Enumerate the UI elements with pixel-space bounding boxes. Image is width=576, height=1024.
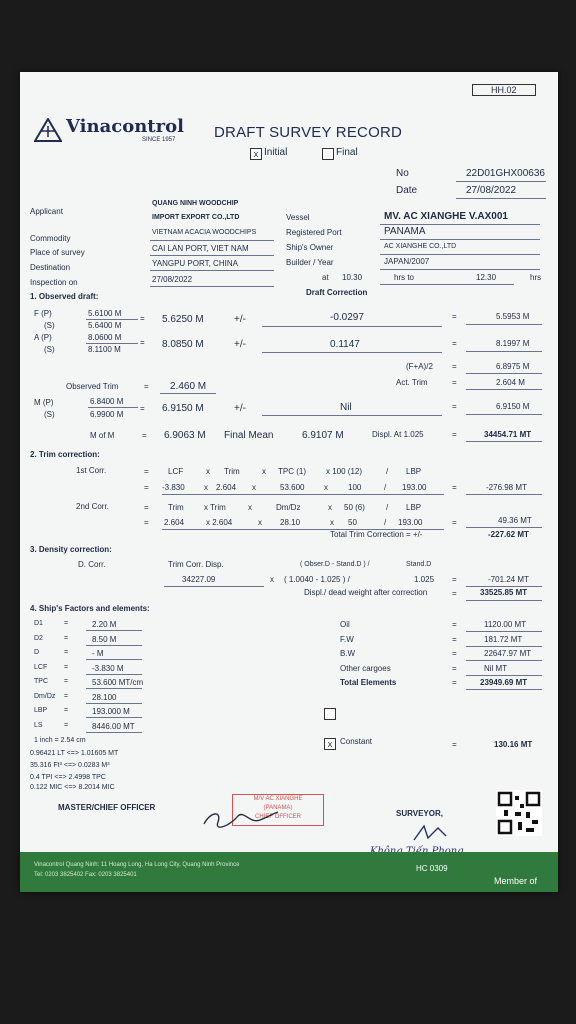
fa2-value: 6.8975 M [496, 362, 530, 371]
trim-formula-label: LCF [168, 467, 184, 476]
mp-label: M (P) [34, 398, 54, 407]
constant-label: Constant [340, 737, 373, 746]
conversion-2: 35.316 Ft³ <=> 0.0283 M³ [30, 762, 110, 769]
trim-formula-value: x [258, 518, 262, 527]
as-label: (S) [44, 345, 55, 354]
qr-code-icon [496, 790, 542, 836]
owner-value: AC XIANGHE CO.,LTD [384, 243, 457, 250]
eq-sign: = [452, 483, 457, 492]
pm-m: +/- [234, 403, 246, 414]
master-label: MASTER/CHIEF OFFICER [58, 803, 156, 812]
eq-sign: = [64, 663, 69, 671]
element-label: Oil [340, 620, 350, 629]
eq-sign: = [452, 378, 457, 387]
trim-disp-label: Trim Corr. Disp. [168, 560, 224, 569]
final-mean-label: Final Mean [224, 430, 274, 441]
factor-value: 28.100 [92, 692, 117, 702]
eq-sign: = [452, 740, 457, 749]
factor-underline [86, 732, 142, 733]
footer-contact: Tel: 0203 3825402 Fax: 0203 3825401 [34, 872, 137, 878]
act-trim-label: Act. Trim [396, 378, 428, 387]
hrs-label: hrs [530, 273, 542, 282]
displ-value: 34454.71 MT [484, 430, 532, 439]
factor-key: D [34, 649, 40, 656]
observed-trim-value: 2.460 M [170, 381, 207, 392]
trim-formula-value: 193.00 [398, 518, 423, 527]
final-checkbox[interactable] [322, 148, 334, 160]
blank-checkbox[interactable] [324, 708, 336, 720]
trim-formula-label: LBP [406, 503, 422, 512]
eq-sign: = [64, 620, 69, 627]
as-value: 8.1100 M [88, 345, 121, 354]
inspection-value: 27/08/2022 [152, 275, 193, 284]
a-correction: 0.1147 [330, 339, 360, 350]
factor-key: TPC [34, 678, 48, 685]
hrs-to-label: hrs to [394, 273, 415, 282]
eq-sign: = [452, 620, 457, 629]
trim-formula-label: Trim [224, 467, 240, 476]
section-3-title: 3. Density correction: [30, 545, 112, 554]
mp-value: 6.8400 M [90, 397, 124, 406]
trim-disp-value: 34227.09 [182, 575, 216, 584]
element-label: Other cargoes [340, 663, 391, 673]
factor-underline [86, 659, 142, 660]
total-trim-label: Total Trim Correction = +/- [330, 530, 423, 539]
at-value: 10.30 [342, 273, 363, 282]
pm-f: +/- [234, 314, 246, 325]
trim-formula-value: 193.00 [402, 483, 427, 492]
a-mean: 8.0850 M [162, 339, 204, 350]
fa2-label: (F+A)/2 [406, 362, 433, 371]
factor-value: - M [92, 649, 104, 658]
constant-value: 130.16 MT [494, 740, 533, 749]
page-title: DRAFT SURVEY RECORD [214, 124, 403, 141]
eq-sign: = [64, 692, 69, 700]
eq-sign: = [452, 402, 457, 411]
element-underline [466, 675, 542, 676]
no-label: No [396, 168, 409, 179]
trim-formula-value: x [204, 483, 208, 492]
element-underline [466, 646, 542, 647]
eq-sign: = [64, 634, 69, 642]
initial-checkbox[interactable]: x [250, 148, 262, 160]
section-4-title: 4. Ship's Factors and elements: [30, 604, 150, 613]
m-result: 6.9150 M [496, 402, 530, 411]
factor-key: LBP [34, 707, 48, 714]
trim-formula-label: Trim [168, 503, 184, 512]
eq-sign: = [452, 634, 457, 644]
eq-sign: = [452, 575, 457, 584]
destination-label: Destination [30, 263, 71, 272]
trim-formula-label: x [206, 467, 210, 476]
trim-formula-label: Dm/Dz [276, 503, 301, 512]
vessel-label: Vessel [286, 213, 310, 222]
trim-formula-value: 50 [348, 518, 357, 527]
eq-sign: = [452, 589, 457, 598]
eq-sign: = [452, 312, 457, 321]
trim-formula-value: x 2.604 [206, 518, 233, 527]
eq-sign: = [452, 678, 457, 687]
trim-formula-label: x 100 (12) [326, 467, 363, 476]
final-mean-value: 6.9107 M [302, 430, 344, 441]
factor-value: 2.20 M [92, 620, 117, 629]
element-value: 22647.97 MT [484, 649, 532, 658]
fp-label: F (P) [34, 309, 52, 318]
place-label: Place of survey [30, 248, 85, 257]
applicant-label: Applicant [30, 207, 63, 216]
section-1-title: 1. Observed draft: [30, 292, 99, 301]
brand-name: Vinacontrol [66, 116, 184, 137]
master-signature-icon [200, 806, 280, 832]
displ-label: Displ. At 1.025 [372, 430, 424, 439]
trim-formula-value: 28.10 [280, 518, 301, 527]
factor-underline [86, 703, 142, 704]
factor-key: LS [34, 721, 43, 729]
ms-value: 6.9900 M [90, 410, 124, 419]
element-value: Nil MT [484, 663, 508, 673]
trim-formula-value: 53.600 [280, 483, 305, 492]
trim-formula-label: LBP [406, 467, 422, 476]
owner-label: Ship's Owner [286, 243, 334, 252]
conversion-4: 0.122 MIC <=> 8.2014 MIC [30, 784, 115, 791]
trim-formula-value: / [384, 483, 387, 492]
eq-sign: = [452, 339, 457, 348]
eq-sign: = [64, 678, 69, 685]
total-trim-value: -227.62 MT [488, 530, 529, 539]
surveyor-signature-icon [410, 822, 450, 844]
factor-value: -3.830 M [92, 663, 124, 673]
element-value: 1120.00 MT [484, 620, 527, 629]
commodity-label: Commodity [30, 234, 71, 243]
element-label: B.W [340, 649, 356, 658]
factor-key: Dm/Dz [34, 692, 56, 700]
first-corr-label: 1st Corr. [76, 466, 107, 475]
eq-sign: = [452, 649, 457, 658]
total-elements-value: 23949.69 MT [480, 678, 528, 687]
eq-sign: = [142, 431, 147, 440]
section-2-title: 2. Trim correction: [30, 450, 100, 459]
factor-key: D2 [34, 634, 43, 642]
inch-conversion: 1 inch = 2.54 cm [34, 737, 86, 744]
density-stand-label: Stand.D [406, 561, 432, 568]
conversion-1: 0.96421 LT <=> 1.01605 MT [30, 750, 119, 757]
element-underline [466, 631, 542, 632]
eq-sign: = [452, 362, 457, 371]
applicant-value-2: IMPORT EXPORT CO.,LTD [152, 214, 240, 221]
eq-sign: = [144, 483, 149, 492]
final-label: Final [336, 147, 358, 158]
eq-sign: = [144, 503, 149, 512]
constant-checkbox[interactable]: x [324, 738, 336, 750]
registered-label: Registered Port [286, 228, 342, 237]
brand-since: SINCE 1957 [142, 137, 176, 143]
conversion-3: 0.4 TPI <=> 2.4998 TPC [30, 774, 106, 781]
fs-label: (S) [44, 321, 55, 330]
eq-sign: = [140, 338, 145, 347]
eq-sign: = [64, 721, 69, 729]
f-result: 5.5953 M [496, 312, 530, 321]
trim-formula-label: / [386, 503, 389, 512]
fp-value: 5.6100 M [88, 309, 122, 318]
ms-label: (S) [44, 410, 55, 419]
commodity-value: VIETNAM ACACIA WOODCHIPS [152, 229, 257, 236]
trim-formula-value: 2.604 [216, 483, 237, 492]
applicant-value-1: QUANG NINH WOODCHIP [152, 200, 239, 207]
trim-formula-label: 50 (6) [344, 503, 365, 512]
f-mean: 5.6250 M [162, 314, 204, 325]
ap-value: 8.0600 M [88, 333, 122, 342]
act-trim-value: 2.604 M [496, 378, 525, 387]
stamp-line: (PANAMA) [263, 805, 293, 811]
observed-trim-label: Observed Trim [66, 382, 119, 391]
a-result: 8.1997 M [496, 339, 530, 348]
eq-sign: = [140, 314, 145, 323]
date-value: 27/08/2022 [466, 185, 517, 196]
pm-a: +/- [234, 339, 246, 350]
eq-sign: = [140, 404, 145, 413]
destination-value: YANGPU PORT, CHINA [152, 259, 238, 268]
surveyor-code: HC 0309 [416, 864, 448, 873]
element-label: F.W [340, 634, 354, 644]
eq-sign: = [452, 430, 457, 439]
trim-formula-value: x [330, 518, 334, 527]
factor-underline [86, 674, 142, 675]
trim-formula-label: x [248, 503, 252, 512]
ap-label: A (P) [34, 333, 52, 342]
draft-correction-title: Draft Correction [306, 288, 368, 297]
m-correction: Nil [340, 402, 352, 413]
factor-underline [86, 688, 142, 689]
to-value: 12.30 [476, 273, 497, 282]
eq-sign: = [144, 518, 149, 527]
vinacontrol-logo-icon [34, 118, 62, 142]
stamp-line: CHIEF OFFICER [255, 814, 301, 820]
f-correction: -0.0297 [330, 312, 364, 323]
trim-formula-label: / [386, 467, 389, 476]
trim-corr-1-result: -276.98 MT [486, 483, 527, 492]
eq-sign: = [452, 518, 457, 527]
fs-value: 5.6400 M [88, 321, 122, 330]
no-value: 22D01GHX00636 [466, 168, 545, 179]
trim-formula-value: x [252, 483, 256, 492]
trim-formula-value: 2.604 [164, 518, 185, 527]
place-value: CAI LAN PORT, VIET NAM [152, 244, 249, 253]
total-elements-label: Total Elements [340, 678, 397, 687]
second-corr-label: 2nd Corr. [76, 502, 109, 511]
element-underline [466, 660, 542, 661]
density-obs-value: ( 1.0040 - 1.025 ) / [284, 575, 350, 584]
builder-value: JAPAN/2007 [384, 257, 430, 266]
eq-sign: = [452, 663, 457, 673]
builder-label: Builder / Year [286, 258, 334, 267]
stamp-line: M/V AC XIANGHE [253, 796, 303, 802]
trim-formula-label: x Trim [204, 503, 226, 512]
at-label: at [322, 273, 329, 282]
density-corr-label: D. Corr. [78, 560, 106, 569]
eq-sign: = [144, 382, 149, 391]
trim-formula-value: -3.830 [162, 483, 185, 492]
density-stand-value: 1.025 [414, 575, 435, 584]
registered-value: PANAMA [384, 226, 426, 237]
mom-label: M of M [90, 431, 115, 440]
trim-corr-2-result: 49.36 MT [498, 516, 532, 525]
factor-value: 193.000 M [92, 707, 130, 716]
eq-sign: = [64, 707, 69, 714]
trim-formula-value: 100 [348, 483, 362, 492]
factor-key: LCF [34, 663, 48, 671]
member-label: Member of [494, 876, 538, 886]
mult-sign: x [270, 575, 274, 584]
trim-formula-label: x [328, 503, 332, 512]
factor-value: 53.600 MT/cm [92, 678, 144, 687]
vessel-value: MV. AC XIANGHE V.AX001 [384, 211, 508, 222]
initial-label: Initial [264, 147, 288, 158]
surveyor-label: SURVEYOR, [396, 809, 443, 818]
form-code: HH.02 [472, 84, 536, 96]
mom-value: 6.9063 M [164, 430, 206, 441]
density-obs-label: ( Obser.D - Stand.D ) / [300, 561, 370, 568]
element-value: 181.72 MT [484, 634, 523, 644]
trim-formula-value: / [384, 518, 387, 527]
after-correction-value: 33525.85 MT [480, 588, 528, 597]
footer-address: Vinacontrol Quang Ninh: 11 Hoang Long, Ha Long City, Quang Ninh Province [34, 862, 240, 868]
inspection-label: Inspection on [30, 278, 78, 287]
trim-formula-value: x [324, 483, 328, 492]
m-mean: 6.9150 M [162, 403, 204, 414]
factor-key: D1 [34, 620, 43, 627]
factor-underline [86, 645, 142, 646]
date-label: Date [396, 185, 418, 196]
factor-underline [86, 630, 142, 631]
trim-formula-label: x [262, 467, 266, 476]
after-correction-label: Displ./ dead weight after correction [304, 588, 428, 597]
density-result: -701.24 MT [488, 575, 529, 584]
eq-sign: = [144, 467, 149, 476]
factor-value: 8446.00 MT [92, 721, 135, 731]
factor-underline [86, 717, 142, 718]
factor-value: 8.50 M [92, 634, 117, 644]
eq-sign: = [64, 649, 69, 656]
trim-formula-label: TPC (1) [278, 467, 306, 476]
